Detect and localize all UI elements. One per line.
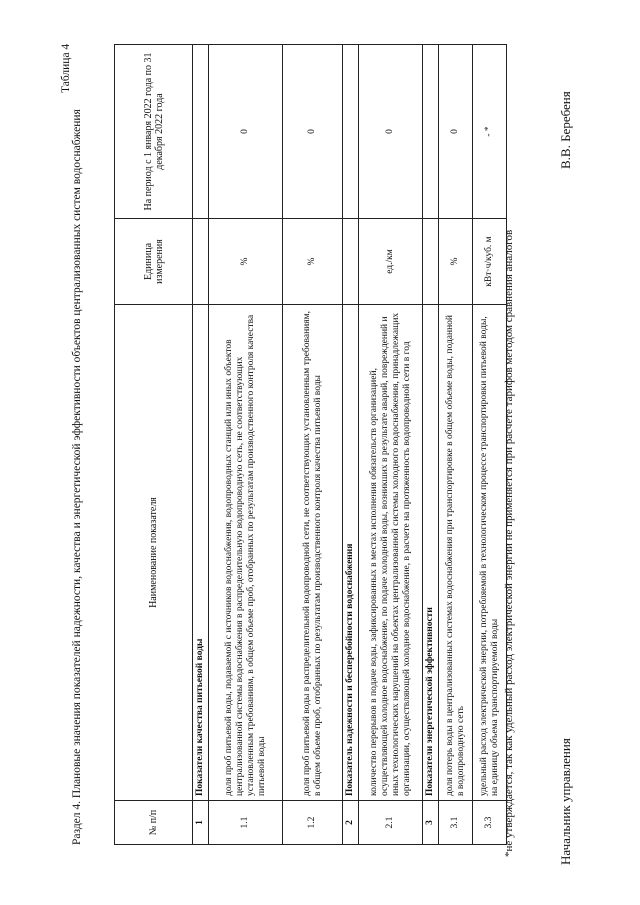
table-label: Таблица 4 xyxy=(60,43,72,93)
table-row xyxy=(209,45,283,845)
header-period: На период с 1 января 2022 года по 31 декабря 2022 года xyxy=(115,45,193,219)
table-row xyxy=(359,45,423,845)
table-section-row xyxy=(423,45,439,845)
indicator-value: 0 xyxy=(209,45,283,219)
indicator-unit: % xyxy=(439,219,473,305)
signer-title: Начальник управления xyxy=(558,738,573,865)
row-number: 3.1 xyxy=(439,801,473,845)
indicator-value: - * xyxy=(473,45,507,219)
table-section-row xyxy=(193,45,209,845)
indicator-value: 0 xyxy=(359,45,423,219)
row-number: 2 xyxy=(343,801,359,845)
section-name: Показатели качества питьевой воды xyxy=(193,305,209,801)
row-number: 2.1 xyxy=(359,801,423,845)
indicator-name: количество перерывов в подаче воды, зафиксированных в местах исполнения обязательств организацией, осуществляющей холодное водоснабжение, по подаче холодной воды, возникших в результате аварий, повреждений и иных технологических нарушений на объектах централизованной системы холодного водоснабжения, принадлежащих организации, осуществляющей холодное водоснабжение, в расчете на протяженность водопроводной сети в год xyxy=(359,305,423,801)
header-no: № п/п xyxy=(115,801,193,845)
indicator-unit: кВт·ч/куб. м xyxy=(473,219,507,305)
indicator-name: удельный расход электрической энергии, потребляемой в технологическом процессе транспортировки питьевой воды, на единицу объема транспортируемой воды xyxy=(473,305,507,801)
indicator-unit: % xyxy=(209,219,283,305)
indicators-table xyxy=(114,44,507,845)
indicator-name: доля проб питьевой воды, подаваемой с источников водоснабжения, водопроводных станций или иных объектов централизованной системы водоснабжения в распределительную водопроводную сеть, не соответствующих установленным требованиям, в общем объеме проб, отобранных по результатам производственного контроля качества питьевой воды xyxy=(209,305,283,801)
row-number: 1 xyxy=(193,801,209,845)
section-title: Раздел 4. Плановые значения показателей надежности, качества и энергетической эффективности объектов централизованных систем водоснабжения xyxy=(71,109,83,845)
row-number: 3.3 xyxy=(473,801,507,845)
indicator-name: доля проб питьевой воды в распределительной водопроводной сети, не соответствующих установленным требованиям, в общем объеме проб, отобранных по результатам производственного контроля качества питьевой воды xyxy=(283,305,343,801)
section-name: Показатель надежности и бесперебойности водоснабжения xyxy=(343,305,359,801)
header-unit: Единица измерения xyxy=(115,219,193,305)
signer-name: В.В. Беребеня xyxy=(558,91,573,169)
table-section-row xyxy=(343,45,359,845)
indicator-name: доля потерь воды в централизованных системах водоснабжения при транспортировке в общем объеме воды, поданной в водопроводную сеть xyxy=(439,305,473,801)
section-name: Показатели энергетической эффективности xyxy=(423,305,439,801)
footnote: *не утверждается, так как удельный расход электрической энергии не применяется при расчете тарифов методом сравнения аналогов xyxy=(503,229,515,857)
indicator-unit: % xyxy=(283,219,343,305)
row-number: 1.1 xyxy=(209,801,283,845)
table-row xyxy=(473,45,507,845)
row-number: 1.2 xyxy=(283,801,343,845)
indicator-unit: ед./км xyxy=(359,219,423,305)
indicator-value: 0 xyxy=(283,45,343,219)
row-number: 3 xyxy=(423,801,439,845)
table-row xyxy=(283,45,343,845)
table-row xyxy=(439,45,473,845)
header-name: Наименование показателя xyxy=(115,305,193,801)
table-header-row xyxy=(115,45,193,845)
indicator-value: 0 xyxy=(439,45,473,219)
